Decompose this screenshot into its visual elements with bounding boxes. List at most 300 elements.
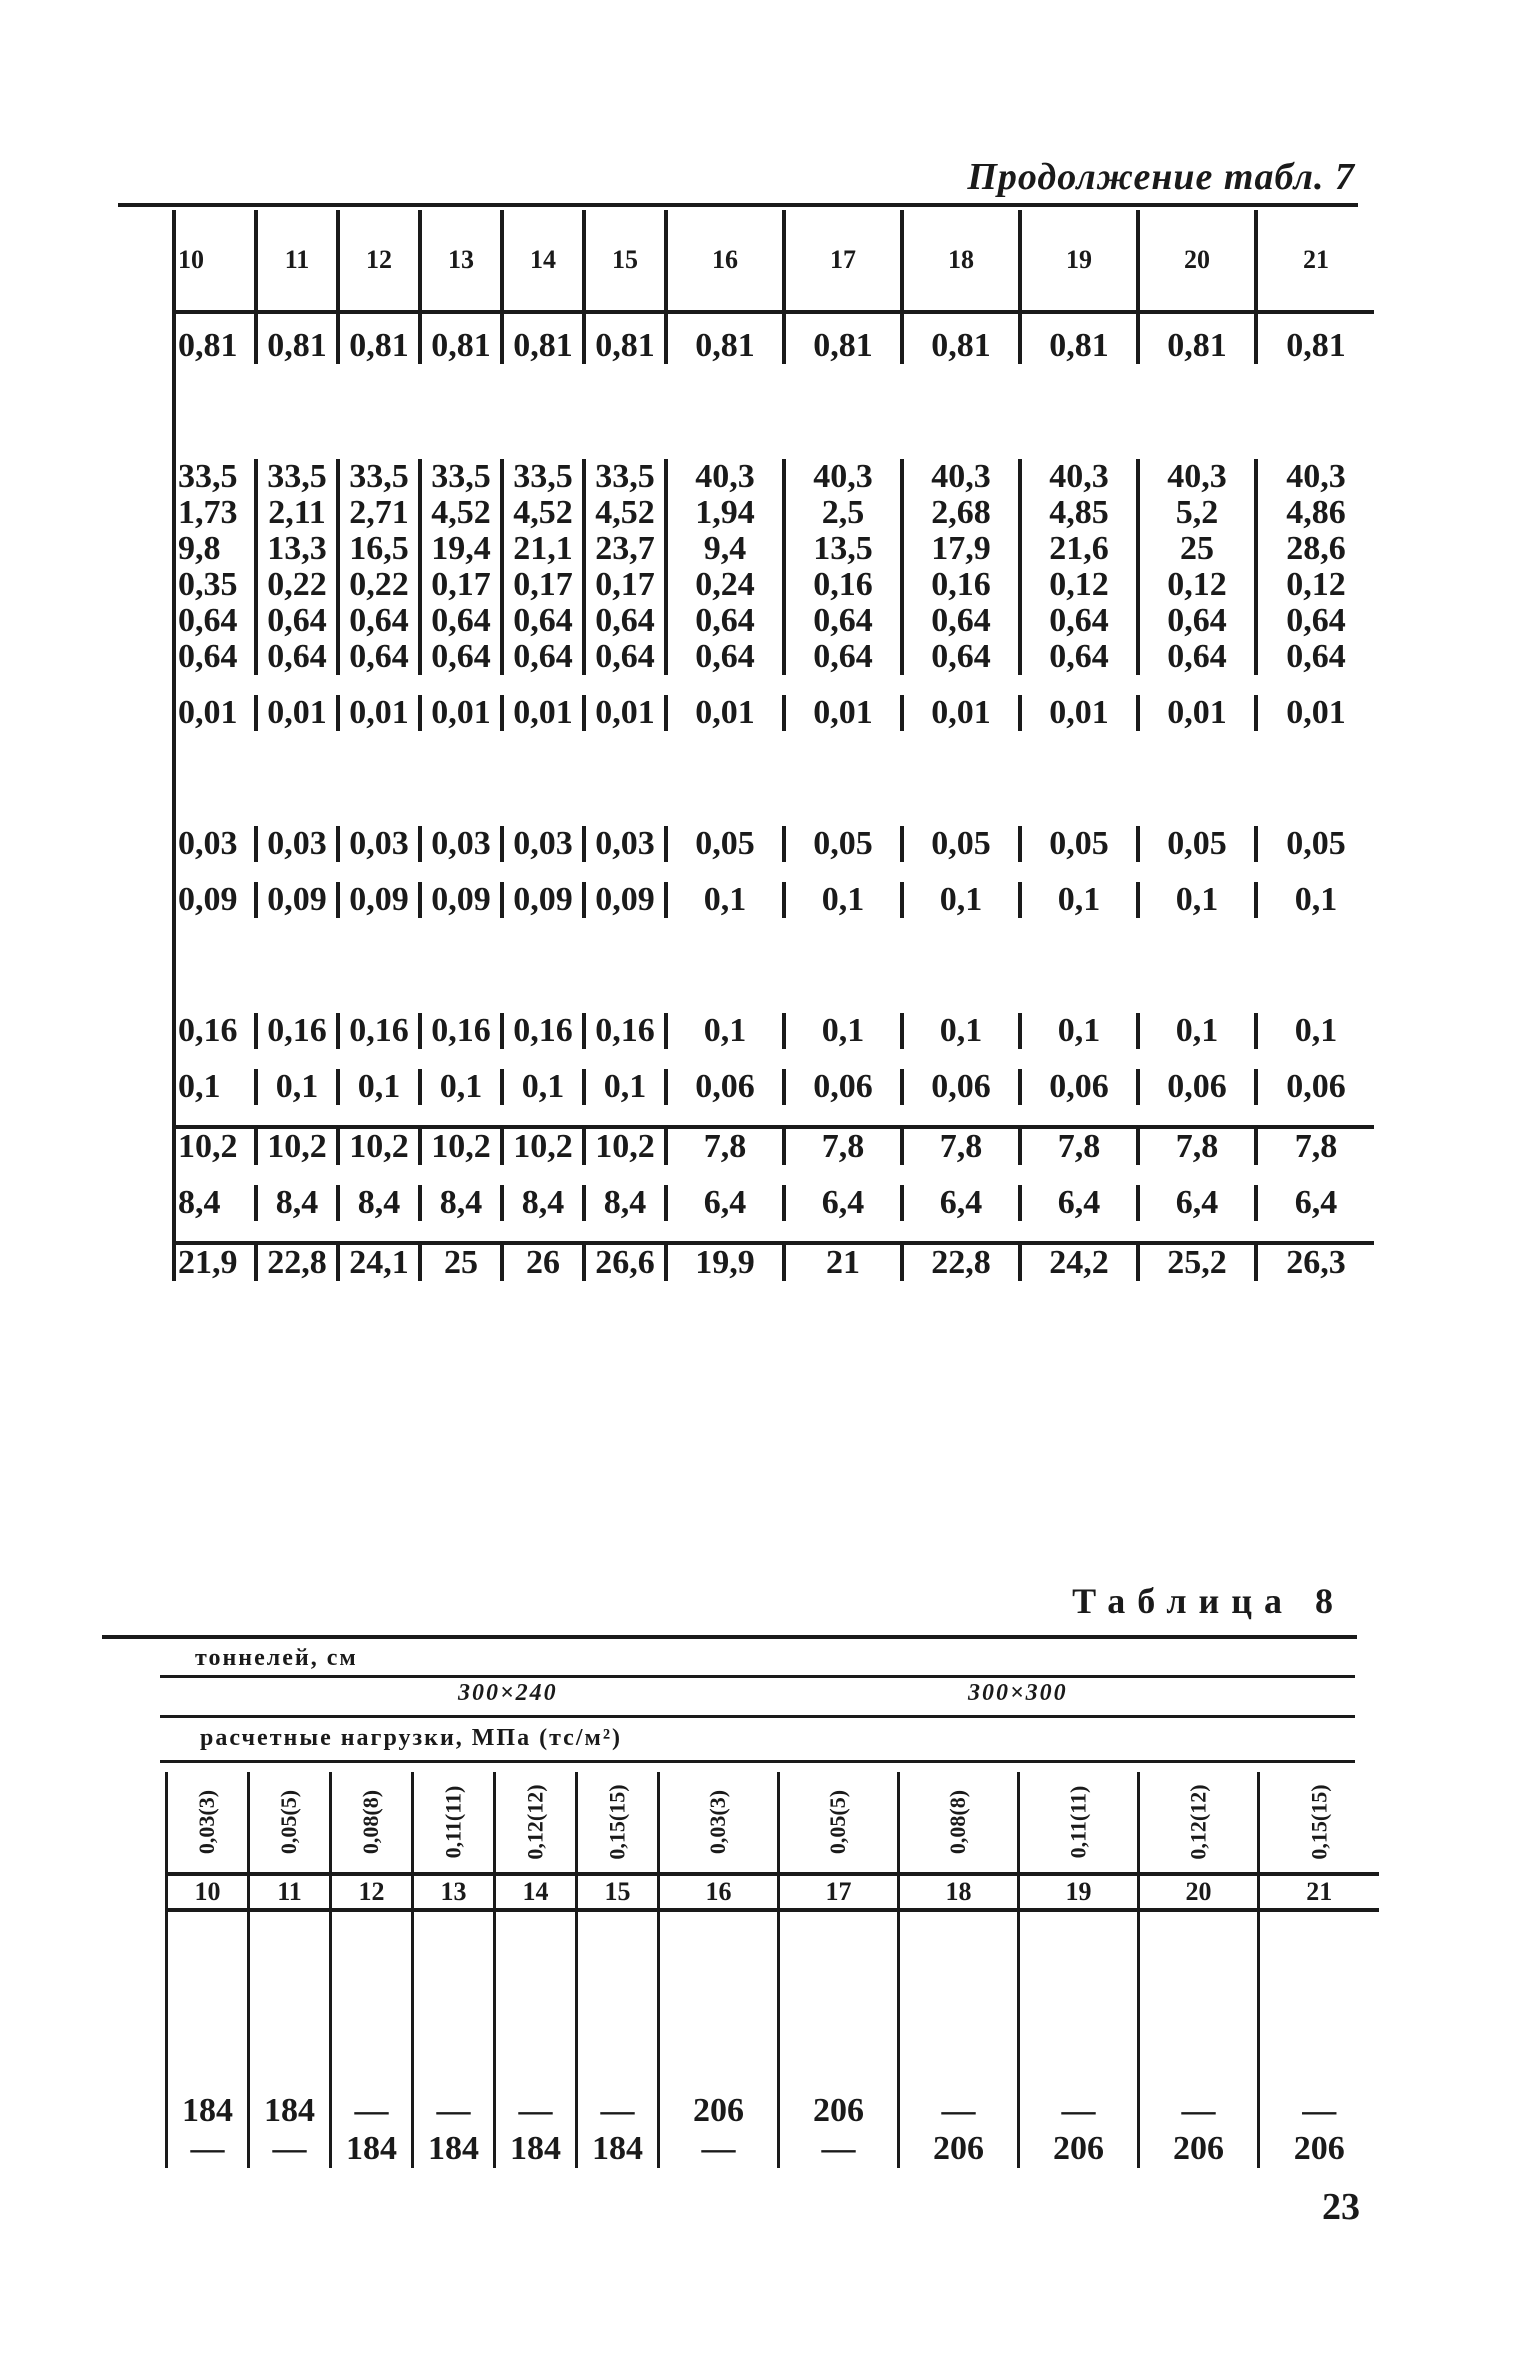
table-cell: 13 bbox=[420, 210, 502, 312]
table-cell: — bbox=[659, 2130, 779, 2168]
table-cell: 10 bbox=[167, 1874, 249, 1910]
load-cell bbox=[1139, 1772, 1259, 1874]
table-cell: 0,35 bbox=[174, 567, 256, 603]
table-cell: 0,12 bbox=[1138, 567, 1256, 603]
table-cell: 0,64 bbox=[1256, 639, 1374, 675]
table-cell: 6,4 bbox=[1138, 1185, 1256, 1221]
table-8-rule bbox=[160, 1675, 1355, 1678]
table-cell: 0,64 bbox=[174, 639, 256, 675]
table-cell: 13,3 bbox=[256, 531, 338, 567]
table-cell: 0,03 bbox=[174, 826, 256, 862]
load-value: 0,03(3) bbox=[194, 1789, 220, 1855]
table-cell: 7,8 bbox=[1138, 1127, 1256, 1165]
table-cell: 10,2 bbox=[256, 1127, 338, 1165]
table-cell: 21 bbox=[1256, 210, 1374, 312]
table-cell: 0,05 bbox=[1138, 826, 1256, 862]
table-cell: 33,5 bbox=[338, 459, 420, 495]
table-cell: 0,01 bbox=[1020, 695, 1138, 731]
table-cell: 25,2 bbox=[1138, 1243, 1256, 1281]
table-cell: 9,4 bbox=[666, 531, 784, 567]
table-cell: 0,09 bbox=[420, 882, 502, 918]
table-cell: 0,17 bbox=[584, 567, 666, 603]
table-cell: 0,17 bbox=[502, 567, 584, 603]
table-cell: 0,01 bbox=[338, 695, 420, 731]
table-cell: 0,06 bbox=[784, 1069, 902, 1105]
table-cell bbox=[1139, 1910, 1259, 2092]
table-cell: 17,9 bbox=[902, 531, 1020, 567]
load-value: 0,12(12) bbox=[1185, 1784, 1211, 1860]
table-cell: 15 bbox=[577, 1874, 659, 1910]
table-cell: 6,4 bbox=[1256, 1185, 1374, 1221]
table-cell: 0,05 bbox=[666, 826, 784, 862]
table-cell: 33,5 bbox=[256, 459, 338, 495]
table-cell: 0,01 bbox=[784, 695, 902, 731]
table-cell: 0,01 bbox=[1256, 695, 1374, 731]
table-cell: 0,1 bbox=[1138, 1013, 1256, 1049]
table-cell: 0,64 bbox=[174, 603, 256, 639]
column-numbers-row bbox=[167, 1874, 1379, 1910]
table-cell: 0,01 bbox=[174, 695, 256, 731]
table-cell: 0,06 bbox=[1138, 1069, 1256, 1105]
table-total-row bbox=[174, 1243, 1374, 1281]
table-cell: 0,09 bbox=[256, 882, 338, 918]
table-cell: 6,4 bbox=[784, 1185, 902, 1221]
table-cell: 19,4 bbox=[420, 531, 502, 567]
table-cell: 0,16 bbox=[256, 1013, 338, 1049]
table-cell: 184 bbox=[495, 2130, 577, 2168]
table-row bbox=[174, 603, 1374, 639]
table-gap bbox=[174, 862, 1374, 882]
table-cell: 0,1 bbox=[584, 1069, 666, 1105]
load-cell bbox=[1019, 1772, 1139, 1874]
table-cell: 0,16 bbox=[502, 1013, 584, 1049]
table-cell: 0,1 bbox=[1256, 1013, 1374, 1049]
load-value: 0,08(8) bbox=[358, 1789, 384, 1855]
table-cell: 25 bbox=[420, 1243, 502, 1281]
table-cell: 0,05 bbox=[784, 826, 902, 862]
table-7 bbox=[172, 210, 1374, 1281]
table-cell: 11 bbox=[249, 1874, 331, 1910]
table-cell: 0,1 bbox=[1138, 882, 1256, 918]
table-cell: 13 bbox=[413, 1874, 495, 1910]
table-cell: 33,5 bbox=[502, 459, 584, 495]
table-cell: — bbox=[249, 2130, 331, 2168]
table-cell: 0,01 bbox=[502, 695, 584, 731]
table-cell: 0,16 bbox=[174, 1013, 256, 1049]
table-cell: 0,1 bbox=[666, 1013, 784, 1049]
values-bottom-row bbox=[167, 2130, 1379, 2168]
table-cell bbox=[577, 1910, 659, 2092]
table-cell: 0,16 bbox=[420, 1013, 502, 1049]
table-row bbox=[174, 695, 1374, 731]
table-cell: 10,2 bbox=[174, 1127, 256, 1165]
table-cell: 0,64 bbox=[902, 603, 1020, 639]
table-block bbox=[174, 459, 1374, 675]
table-cell: 7,8 bbox=[666, 1127, 784, 1165]
table-cell: 40,3 bbox=[1020, 459, 1138, 495]
table-cell: 0,64 bbox=[1138, 603, 1256, 639]
table-cell: 21,1 bbox=[502, 531, 584, 567]
table-cell: — bbox=[1019, 2092, 1139, 2130]
table-cell: 6,4 bbox=[1020, 1185, 1138, 1221]
table-cell: 206 bbox=[1139, 2130, 1259, 2168]
table-cell: 40,3 bbox=[1138, 459, 1256, 495]
table-cell: 11 bbox=[256, 210, 338, 312]
table-cell: 16 bbox=[659, 1874, 779, 1910]
table-cell: 0,16 bbox=[784, 567, 902, 603]
table-cell: 21,6 bbox=[1020, 531, 1138, 567]
table-cell: 10,2 bbox=[584, 1127, 666, 1165]
table-cell: 16 bbox=[666, 210, 784, 312]
table-row bbox=[174, 1013, 1374, 1049]
load-value: 0,05(5) bbox=[825, 1789, 851, 1855]
table-cell: 0,06 bbox=[666, 1069, 784, 1105]
table-cell: 184 bbox=[167, 2092, 249, 2130]
table-cell: 26,3 bbox=[1256, 1243, 1374, 1281]
table-cell: 0,03 bbox=[420, 826, 502, 862]
table-cell: 2,68 bbox=[902, 495, 1020, 531]
table-cell: 0,22 bbox=[256, 567, 338, 603]
load-value: 0,15(15) bbox=[1306, 1784, 1332, 1860]
table-cell: 0,09 bbox=[584, 882, 666, 918]
table-cell: 0,16 bbox=[584, 1013, 666, 1049]
load-value: 0,15(15) bbox=[604, 1784, 630, 1860]
table-cell: 0,17 bbox=[420, 567, 502, 603]
table-cell: 17 bbox=[784, 210, 902, 312]
table-cell: 0,64 bbox=[420, 603, 502, 639]
table-cell: 8,4 bbox=[338, 1185, 420, 1221]
table-cell: 40,3 bbox=[1256, 459, 1374, 495]
table-cell: 21,9 bbox=[174, 1243, 256, 1281]
table-cell: 0,1 bbox=[1256, 882, 1374, 918]
table-cell: 40,3 bbox=[784, 459, 902, 495]
table-cell: 0,64 bbox=[1020, 639, 1138, 675]
load-value: 0,03(3) bbox=[705, 1789, 731, 1855]
table-cell: 184 bbox=[331, 2130, 413, 2168]
table-cell: 19 bbox=[1019, 1874, 1139, 1910]
table-cell: 0,1 bbox=[1020, 1013, 1138, 1049]
table-cell: 21 bbox=[1259, 1874, 1379, 1910]
table-cell: 0,05 bbox=[902, 826, 1020, 862]
table-gap bbox=[174, 1165, 1374, 1185]
table-cell: 24,1 bbox=[338, 1243, 420, 1281]
loads-label: расчетные нагрузки, МПа (тс/м²) bbox=[200, 1725, 623, 1751]
table-cell bbox=[167, 1910, 249, 2092]
table-cell: 0,64 bbox=[502, 603, 584, 639]
table-cell: 0,01 bbox=[584, 695, 666, 731]
table-cell: 33,5 bbox=[584, 459, 666, 495]
table-cell: 33,5 bbox=[420, 459, 502, 495]
table-cell: — bbox=[167, 2130, 249, 2168]
table-cell: 7,8 bbox=[902, 1127, 1020, 1165]
table-row bbox=[174, 639, 1374, 675]
load-value: 0,08(8) bbox=[945, 1789, 971, 1855]
table-row bbox=[174, 1185, 1374, 1221]
table-cell bbox=[495, 1910, 577, 2092]
table-cell: 0,1 bbox=[420, 1069, 502, 1105]
table-cell: 0,64 bbox=[1256, 603, 1374, 639]
table-cell: 0,1 bbox=[902, 1013, 1020, 1049]
table-cell: 0,81 bbox=[502, 312, 584, 364]
table-cell: 7,8 bbox=[784, 1127, 902, 1165]
table-cell: 14 bbox=[495, 1874, 577, 1910]
table-gap bbox=[174, 918, 1374, 1013]
table-row bbox=[174, 567, 1374, 603]
table-cell: 0,81 bbox=[1020, 312, 1138, 364]
table-cell: 10 bbox=[174, 210, 256, 312]
table-cell: 0,81 bbox=[584, 312, 666, 364]
table-cell: 4,86 bbox=[1256, 495, 1374, 531]
table-cell: 0,06 bbox=[1256, 1069, 1374, 1105]
table-cell: 0,81 bbox=[902, 312, 1020, 364]
table-cell: — bbox=[331, 2092, 413, 2130]
load-cell bbox=[249, 1772, 331, 1874]
table-cell: 0,12 bbox=[1256, 567, 1374, 603]
table-cell: 0,1 bbox=[256, 1069, 338, 1105]
table-cell: 0,81 bbox=[338, 312, 420, 364]
table-cell: 0,01 bbox=[666, 695, 784, 731]
table-cell: 12 bbox=[338, 210, 420, 312]
table-cell: 22,8 bbox=[256, 1243, 338, 1281]
table-cell: 0,64 bbox=[256, 603, 338, 639]
table-row bbox=[174, 495, 1374, 531]
load-cell bbox=[779, 1772, 899, 1874]
table-cell: 0,1 bbox=[902, 882, 1020, 918]
table-cell: 20 bbox=[1139, 1874, 1259, 1910]
table-cell: 0,64 bbox=[338, 603, 420, 639]
table-cell: 8,4 bbox=[584, 1185, 666, 1221]
table-cell: 8,4 bbox=[502, 1185, 584, 1221]
table-cell: 0,81 bbox=[420, 312, 502, 364]
table-8 bbox=[165, 1772, 1379, 2168]
load-cell bbox=[167, 1772, 249, 1874]
table-gap bbox=[174, 1221, 1374, 1243]
table-cell: 0,09 bbox=[502, 882, 584, 918]
table-cell: 206 bbox=[1259, 2130, 1379, 2168]
table-cell: 1,73 bbox=[174, 495, 256, 531]
table-cell: 33,5 bbox=[174, 459, 256, 495]
load-value: 0,12(12) bbox=[522, 1784, 548, 1860]
table-cell: 10,2 bbox=[502, 1127, 584, 1165]
table-cell: 0,09 bbox=[338, 882, 420, 918]
table-8-top-rule bbox=[102, 1635, 1357, 1639]
table-cell: 0,64 bbox=[784, 603, 902, 639]
table-8-title: Таблица 8 bbox=[1072, 1581, 1345, 1621]
table-cell: 0,1 bbox=[338, 1069, 420, 1105]
table-cell: 20 bbox=[1138, 210, 1256, 312]
table-cell: — bbox=[899, 2092, 1019, 2130]
table-cell: — bbox=[577, 2092, 659, 2130]
table-cell: — bbox=[413, 2092, 495, 2130]
table-cell: 0,81 bbox=[1138, 312, 1256, 364]
table-cell: 0,03 bbox=[256, 826, 338, 862]
table-cell: 4,85 bbox=[1020, 495, 1138, 531]
table-cell: 5,2 bbox=[1138, 495, 1256, 531]
table-row bbox=[174, 882, 1374, 918]
continuation-caption: Продолжение табл. 7 bbox=[967, 156, 1355, 198]
table-gap bbox=[174, 1049, 1374, 1069]
table-cell: 0,64 bbox=[420, 639, 502, 675]
table-cell: 206 bbox=[779, 2092, 899, 2130]
table-cell: 0,64 bbox=[666, 603, 784, 639]
table-cell: 2,5 bbox=[784, 495, 902, 531]
table-row bbox=[174, 1127, 1374, 1165]
table-cell: 9,8 bbox=[174, 531, 256, 567]
table-cell: 18 bbox=[899, 1874, 1019, 1910]
table-cell: 15 bbox=[584, 210, 666, 312]
values-top-row bbox=[167, 2092, 1379, 2130]
table-cell: 0,03 bbox=[584, 826, 666, 862]
table-gap bbox=[174, 364, 1374, 459]
table-cell: 7,8 bbox=[1020, 1127, 1138, 1165]
load-cell bbox=[1259, 1772, 1379, 1874]
table-header-row bbox=[174, 210, 1374, 312]
table-cell: 10,2 bbox=[420, 1127, 502, 1165]
table-cell: 25 bbox=[1138, 531, 1256, 567]
table-cell: 0,1 bbox=[1020, 882, 1138, 918]
table-cell bbox=[1259, 1910, 1379, 2092]
table-cell: 0,64 bbox=[502, 639, 584, 675]
table-cell bbox=[249, 1910, 331, 2092]
table-cell bbox=[779, 1910, 899, 2092]
table-cell: 0,64 bbox=[902, 639, 1020, 675]
table-cell: 23,7 bbox=[584, 531, 666, 567]
table-cell bbox=[899, 1910, 1019, 2092]
table-cell: 2,11 bbox=[256, 495, 338, 531]
table-cell: 8,4 bbox=[174, 1185, 256, 1221]
table-cell: 0,06 bbox=[1020, 1069, 1138, 1105]
load-cell bbox=[495, 1772, 577, 1874]
table-cell: 0,64 bbox=[584, 603, 666, 639]
table-cell: 184 bbox=[413, 2130, 495, 2168]
table-cell: 40,3 bbox=[902, 459, 1020, 495]
load-value: 0,11(11) bbox=[1065, 1785, 1091, 1859]
table-cell: 184 bbox=[577, 2130, 659, 2168]
table-cell bbox=[413, 1910, 495, 2092]
table-cell: 0,24 bbox=[666, 567, 784, 603]
table-cell: 1,94 bbox=[666, 495, 784, 531]
table-row bbox=[174, 459, 1374, 495]
table-cell: 0,22 bbox=[338, 567, 420, 603]
tunnels-label: тоннелей, см bbox=[195, 1645, 358, 1671]
page-number: 23 bbox=[1322, 2186, 1360, 2228]
table-cell: 0,1 bbox=[174, 1069, 256, 1105]
load-cell bbox=[899, 1772, 1019, 1874]
table-cell: 0,01 bbox=[1138, 695, 1256, 731]
table-cell: 4,52 bbox=[502, 495, 584, 531]
table-cell: 0,81 bbox=[256, 312, 338, 364]
table-cell: 184 bbox=[249, 2092, 331, 2130]
table-cell: 0,1 bbox=[784, 882, 902, 918]
table-8-rule bbox=[160, 1760, 1355, 1763]
table-cell: 40,3 bbox=[666, 459, 784, 495]
load-cell bbox=[577, 1772, 659, 1874]
table-cell: 0,64 bbox=[666, 639, 784, 675]
table-row bbox=[174, 1069, 1374, 1105]
table-8-rule bbox=[160, 1715, 1355, 1718]
table-cell: 22,8 bbox=[902, 1243, 1020, 1281]
table-cell: 16,5 bbox=[338, 531, 420, 567]
load-cell bbox=[331, 1772, 413, 1874]
table-cell: 6,4 bbox=[666, 1185, 784, 1221]
table-cell: 0,64 bbox=[1020, 603, 1138, 639]
table-gap bbox=[174, 731, 1374, 826]
table-cell: 0,06 bbox=[902, 1069, 1020, 1105]
table-cell: 0,05 bbox=[1020, 826, 1138, 862]
table-cell: — bbox=[779, 2130, 899, 2168]
table-gap bbox=[167, 1910, 1379, 2092]
table-cell: 0,64 bbox=[584, 639, 666, 675]
load-cell bbox=[659, 1772, 779, 1874]
table-cell: 0,81 bbox=[666, 312, 784, 364]
table-cell: 0,01 bbox=[420, 695, 502, 731]
table-cell: 0,1 bbox=[784, 1013, 902, 1049]
table-cell: — bbox=[1139, 2092, 1259, 2130]
table-cell bbox=[331, 1910, 413, 2092]
table-cell: 0,01 bbox=[902, 695, 1020, 731]
table-cell: 0,1 bbox=[502, 1069, 584, 1105]
load-cell bbox=[413, 1772, 495, 1874]
table-cell: 4,52 bbox=[420, 495, 502, 531]
table-cell: 0,64 bbox=[1138, 639, 1256, 675]
table-row bbox=[174, 826, 1374, 862]
table-cell: 6,4 bbox=[902, 1185, 1020, 1221]
table-cell: 0,03 bbox=[338, 826, 420, 862]
table-row bbox=[174, 312, 1374, 364]
table-cell: 0,01 bbox=[256, 695, 338, 731]
table-cell: 21 bbox=[784, 1243, 902, 1281]
table-cell: 0,81 bbox=[174, 312, 256, 364]
table-cell: 0,05 bbox=[1256, 826, 1374, 862]
table-cell: 17 bbox=[779, 1874, 899, 1910]
table-cell: 0,64 bbox=[256, 639, 338, 675]
table-cell: 0,81 bbox=[784, 312, 902, 364]
table-cell: 0,81 bbox=[1256, 312, 1374, 364]
table-cell bbox=[1019, 1910, 1139, 2092]
size-a-label: 300×240 bbox=[458, 1680, 558, 1706]
table-cell: 8,4 bbox=[256, 1185, 338, 1221]
table-row bbox=[174, 531, 1374, 567]
size-b-label: 300×300 bbox=[968, 1680, 1068, 1706]
table-gap bbox=[174, 675, 1374, 695]
table-cell: 19 bbox=[1020, 210, 1138, 312]
table-cell: 0,16 bbox=[338, 1013, 420, 1049]
table-cell: — bbox=[1259, 2092, 1379, 2130]
table-gap bbox=[174, 1105, 1374, 1127]
table-cell: 0,64 bbox=[784, 639, 902, 675]
table-cell: 8,4 bbox=[420, 1185, 502, 1221]
table-cell: 206 bbox=[1019, 2130, 1139, 2168]
table-cell: 206 bbox=[899, 2130, 1019, 2168]
table-cell: 10,2 bbox=[338, 1127, 420, 1165]
table-cell: 19,9 bbox=[666, 1243, 784, 1281]
table-cell bbox=[659, 1910, 779, 2092]
table-cell: 26 bbox=[502, 1243, 584, 1281]
table-cell: 13,5 bbox=[784, 531, 902, 567]
loads-row bbox=[167, 1772, 1379, 1874]
table-cell: 4,52 bbox=[584, 495, 666, 531]
table-cell: 206 bbox=[659, 2092, 779, 2130]
table-cell: 14 bbox=[502, 210, 584, 312]
table-cell: 28,6 bbox=[1256, 531, 1374, 567]
table-cell: 18 bbox=[902, 210, 1020, 312]
table-cell: — bbox=[495, 2092, 577, 2130]
table-cell: 0,1 bbox=[666, 882, 784, 918]
table-cell: 0,16 bbox=[902, 567, 1020, 603]
table-cell: 0,64 bbox=[338, 639, 420, 675]
table-cell: 7,8 bbox=[1256, 1127, 1374, 1165]
table-cell: 26,6 bbox=[584, 1243, 666, 1281]
